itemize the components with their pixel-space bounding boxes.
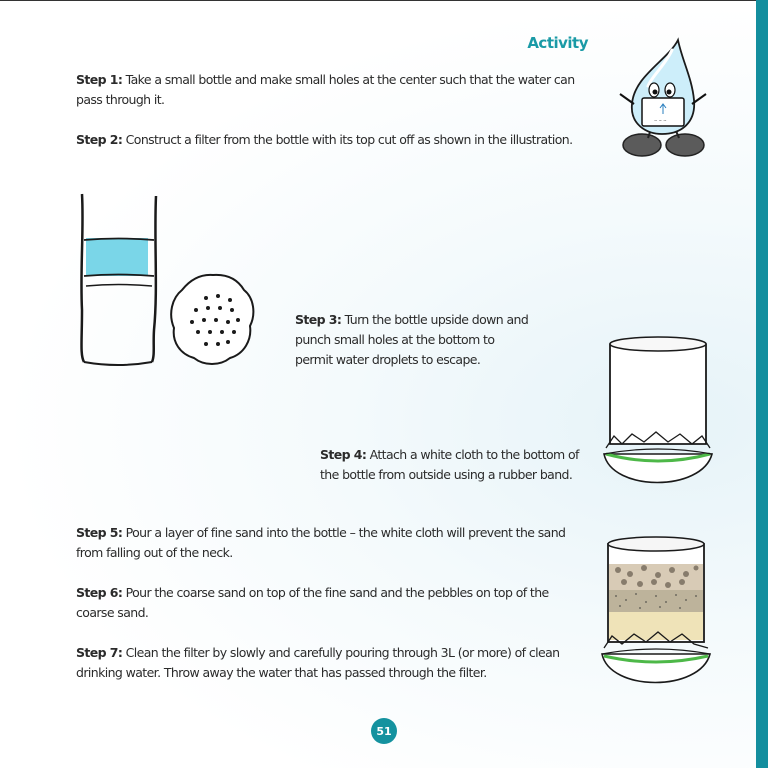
step-5-instruction: [76, 523, 566, 563]
step-3-label: Step 3:: [295, 312, 342, 327]
step-1-text: Take a small bottle and make small holes at the center such that the water can pass through it.: [76, 72, 575, 107]
step-6-label: Step 6:: [76, 585, 123, 600]
step-2-instruction: [76, 130, 596, 150]
step-4-label: Step 4:: [320, 447, 367, 462]
page-number: 51: [371, 718, 397, 744]
step-4-text: Attach a white cloth to the bottom of the bottle from outside using a rubber band.: [320, 447, 579, 482]
bottle-cap-holes-illustration: [168, 270, 258, 370]
bottle-cloth-illustration: [602, 332, 714, 492]
step-5-label: Step 5:: [76, 525, 123, 540]
step-5-text: Pour a layer of fine sand into the bottle – the white cloth will prevent the sand from falling out of the neck.: [76, 525, 566, 560]
step-7-instruction: [76, 643, 566, 683]
svg-text:~ ~ ~: ~ ~ ~: [654, 118, 667, 123]
step-7-text: Clean the filter by slowly and carefully pouring through 3L (or more) of clean drinking water. Throw away the water that has passed through the filter.: [76, 645, 560, 680]
page-edge-bar: [756, 0, 768, 768]
step-7-label: Step 7:: [76, 645, 123, 660]
bottle-illustration: [78, 190, 163, 370]
step-1-instruction: [76, 70, 596, 110]
water-drop-mascot-illustration: [612, 38, 717, 160]
step-6-instruction: [76, 583, 566, 623]
step-4-instruction: [320, 445, 590, 485]
step-3-text: Turn the bottle upside down and punch small holes at the bottom to permit water droplets to escape.: [295, 312, 529, 367]
top-border: [0, 0, 756, 1]
page-title: Activity: [527, 34, 588, 52]
step-1-label: Step 1:: [76, 72, 123, 87]
filter-bottle-illustration: [600, 530, 712, 695]
step-6-text: Pour the coarse sand on top of the fine sand and the pebbles on top of the coarse sand.: [76, 585, 549, 620]
step-2-text: Construct a filter from the bottle with its top cut off as shown in the illustration.: [122, 132, 573, 147]
step-3-instruction: [295, 310, 535, 370]
step-2-label: Step 2:: [76, 132, 123, 147]
